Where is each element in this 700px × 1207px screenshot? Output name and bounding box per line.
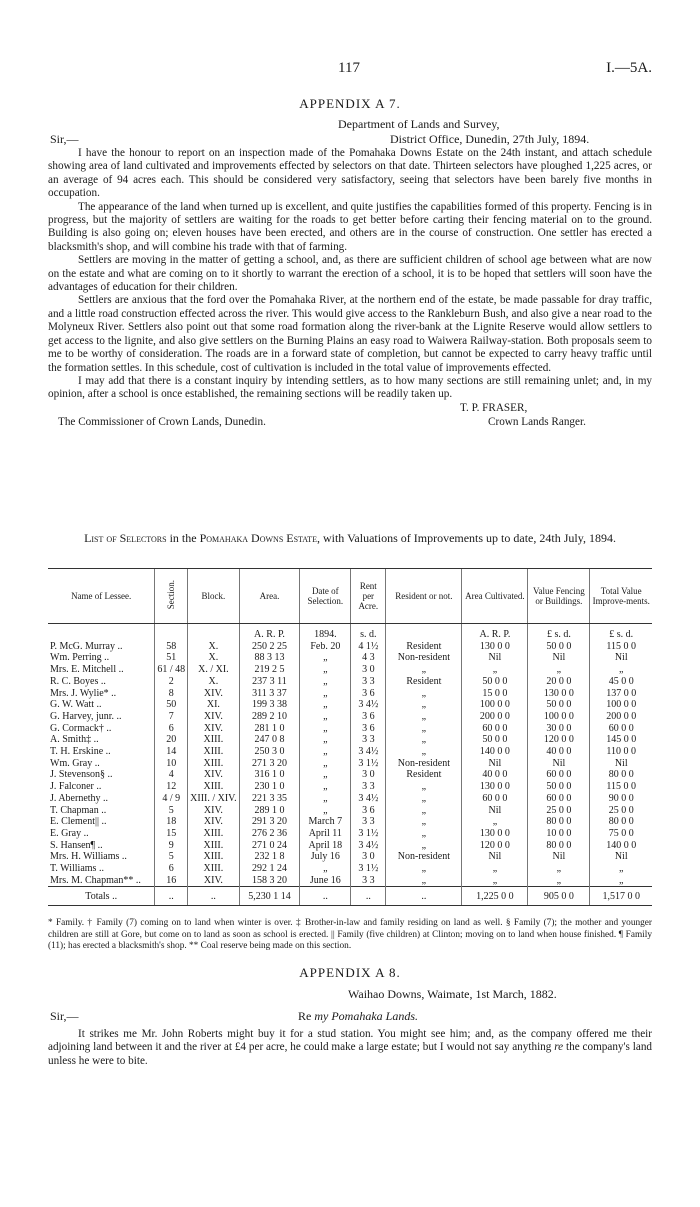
table-cell: 120 0 0 (528, 734, 590, 746)
paragraph: I have the honour to report on an inspection made of the Pomahaka Downs Estate on the 24th instant, and attach schedule showing area of land cultivated and improvements effected by selectors on that date. Thirteen selectors have ploughed 1,225 acres, or an average of 94 acres each. This should be considered very satisfactory, seeing that selectors have been barely five months in occupation. (48, 147, 652, 200)
table-cell: 3 3 (351, 816, 386, 828)
table-cell: XIII. (188, 851, 239, 863)
salutation: Sir,— (50, 132, 79, 146)
table-cell: P. McG. Murray .. (50, 640, 123, 652)
column-header: Section. (155, 569, 188, 624)
table-cell: 3 3 (351, 781, 386, 793)
table-cell: 4 3 (351, 652, 386, 664)
table-cell: 120 0 0 (462, 840, 528, 852)
table-cell: 18 (155, 816, 188, 828)
table-cell: 289 2 10 (239, 711, 300, 723)
document-page (48, 0, 653, 1067)
letter-address-line1: Department of Lands and Survey, (338, 117, 500, 131)
appendix-a8-address: Waihao Downs, Waimate, 1st March, 1882. (348, 987, 557, 1001)
table-cell: 221 3 35 (239, 793, 300, 805)
table-cell: Nil (528, 851, 590, 863)
table-cell: „ (528, 664, 590, 676)
table-cell: Non-resident (386, 652, 462, 664)
table-cell: Nil (590, 758, 652, 770)
table-cell: 130 0 0 (462, 828, 528, 840)
totals-cell: 5,230 1 14 (239, 887, 300, 906)
table-cell: 219 2 5 (239, 664, 300, 676)
table-cell: 5 (155, 805, 188, 817)
column-header: Date of Selection. (300, 569, 351, 624)
table-cell: Resident (386, 676, 462, 688)
totals-row (48, 887, 652, 906)
table-cell: 75 0 0 (590, 828, 652, 840)
table-cell: „ (528, 875, 590, 887)
table-cell: 100 0 0 (462, 699, 528, 711)
table-row (48, 769, 652, 781)
units-row (48, 624, 652, 641)
table-cell: „ (386, 828, 462, 840)
table-cell: 50 0 0 (528, 641, 590, 653)
table-cell: 289 1 0 (239, 805, 300, 817)
table-cell: 271 0 24 (239, 840, 300, 852)
unit-cell: A. R. P. (462, 624, 528, 641)
table-cell: 291 3 20 (239, 816, 300, 828)
table-cell: „ (300, 688, 351, 700)
table-cell: Nil (590, 851, 652, 863)
unit-cell: 1894. (300, 624, 351, 641)
table-cell: 40 0 0 (462, 769, 528, 781)
table-cell: Nil (462, 805, 528, 817)
table-cell: T. Chapman .. (50, 804, 107, 816)
table-cell: „ (300, 781, 351, 793)
table-cell: 25 0 0 (590, 805, 652, 817)
table-cell: 6 (155, 723, 188, 735)
table-cell: „ (300, 664, 351, 676)
table-cell: 3 6 (351, 711, 386, 723)
totals-cell: Totals .. (48, 887, 155, 906)
table-cell: 25 0 0 (528, 805, 590, 817)
table-cell: 50 0 0 (462, 676, 528, 688)
table-cell: „ (300, 746, 351, 758)
table-cell: 271 3 20 (239, 758, 300, 770)
table-cell: „ (300, 863, 351, 875)
table-cell: „ (300, 734, 351, 746)
table-cell: 8 (155, 688, 188, 700)
table-cell: April 18 (300, 840, 351, 852)
table-cell: 3 4½ (351, 699, 386, 711)
table-cell: 200 0 0 (462, 711, 528, 723)
table-row (48, 758, 652, 770)
unit-cell: A. R. P. (239, 624, 300, 641)
table-cell: Wm. Gray .. (50, 757, 100, 769)
table-cell: 50 0 0 (528, 781, 590, 793)
table-cell: S. Hansen¶ .. (50, 839, 103, 851)
table-cell: „ (528, 863, 590, 875)
table-row (48, 711, 652, 723)
table-cell: „ (590, 664, 652, 676)
table-cell: 3 4½ (351, 746, 386, 758)
table-cell: „ (300, 805, 351, 817)
table-cell: „ (386, 664, 462, 676)
table-cell: „ (590, 875, 652, 887)
table-cell: XIII. / XIV. (188, 793, 239, 805)
table-row (48, 734, 652, 746)
table-cell: 200 0 0 (590, 711, 652, 723)
table-cell: 10 (155, 758, 188, 770)
table-cell: 130 0 0 (462, 641, 528, 653)
table-cell: T. H. Erskine .. (50, 746, 111, 758)
table-row (48, 805, 652, 817)
unit-cell: s. d. (351, 624, 386, 641)
column-header: Area. (239, 569, 300, 624)
table-cell: 3 1½ (351, 863, 386, 875)
table-cell: 80 0 0 (528, 816, 590, 828)
table-cell: 60 0 0 (462, 793, 528, 805)
table-cell: X. (188, 641, 239, 653)
table-row (48, 676, 652, 688)
table-cell: G. W. Watt .. (50, 699, 102, 711)
unit-cell (188, 624, 239, 641)
table-cell: 80 0 0 (590, 816, 652, 828)
totals-cell: .. (386, 887, 462, 906)
table-cell: „ (300, 711, 351, 723)
table-cell: Mrs. M. Chapman** .. (50, 874, 141, 886)
table-row (48, 652, 652, 664)
table-cell: July 16 (300, 851, 351, 863)
table-cell: „ (386, 863, 462, 875)
unit-cell (386, 624, 462, 641)
signature-title: Crown Lands Ranger. (488, 415, 586, 428)
table-footnotes: * Family. † Family (7) coming on to land when winter is over. ‡ Brother-in-law and family residing on land as well. § Family (7); the mother and younger children are still at Gore, but come on to land as soon as school is erected. || Family (five children) at Clinton; moving on to land when house finished. ¶ Family (11); has erected a blacksmith's shop. ** Coal reserve being made on this section. (48, 918, 652, 951)
totals-cell: 1,225 0 0 (462, 887, 528, 906)
appendix-a7-title: APPENDIX A 7. (299, 96, 401, 111)
table-cell: G. Harvey, junr. .. (50, 710, 122, 722)
table-cell: Nil (528, 758, 590, 770)
paragraph: Settlers are anxious that the ford over the Pomahaka River, at the northern end of the estate, be made passable for dray traffic, and a little road construction effected across the river. This would give access to the Rankleburn Bush, and also give a near road to the Molyneux River. Settlers also point out that some road formation along the river-bank at the Lignite Reserve would allow settlers to get access to the lignite, and also give settlers on the Burning Plains an easy road to Waiwera Railway-station. Both proposals seem to me to be worthy of consideration. The roads are in a forward state of completion, but cannot be expected to carry heavy traffic until the formation settles. In this schedule, cost of cultivation is included in the total value of improvements effected. (48, 294, 652, 374)
table-cell: E. Gray .. (50, 827, 89, 839)
table-cell: XIV. (188, 816, 239, 828)
table-cell: 3 3 (351, 734, 386, 746)
table-cell: „ (386, 805, 462, 817)
table-cell: 3 4½ (351, 840, 386, 852)
appendix-a8-subject (298, 1009, 418, 1024)
table-cell: „ (300, 676, 351, 688)
table-cell: 137 0 0 (590, 688, 652, 700)
table-cell: „ (300, 652, 351, 664)
table-cell: 276 2 36 (239, 828, 300, 840)
table-cell: Resident (386, 641, 462, 653)
table-cell: T. Williams .. (50, 863, 104, 875)
table-cell: 3 3 (351, 676, 386, 688)
table-cell: Mrs. E. Mitchell .. (50, 664, 124, 676)
table-cell: 60 0 0 (528, 793, 590, 805)
table-cell: 230 1 0 (239, 781, 300, 793)
table-cell: 3 4½ (351, 793, 386, 805)
table-row (48, 781, 652, 793)
table-cell: 7 (155, 711, 188, 723)
column-header: Value Fencing or Buildings. (528, 569, 590, 624)
table-row (48, 863, 652, 875)
table-cell: Wm. Perring .. (50, 652, 110, 664)
table-cell: XIII. (188, 781, 239, 793)
table-cell: 10 0 0 (528, 828, 590, 840)
table-cell: 3 6 (351, 723, 386, 735)
table-cell: 4 / 9 (155, 793, 188, 805)
table-cell: „ (386, 746, 462, 758)
table-row (48, 723, 652, 735)
table-cell: Mrs. H. Williams .. (50, 851, 127, 863)
table-cell: 110 0 0 (590, 746, 652, 758)
table-cell: 250 3 0 (239, 746, 300, 758)
table-cell: April 11 (300, 828, 351, 840)
table-cell: 15 0 0 (462, 688, 528, 700)
table-cell: „ (386, 816, 462, 828)
table-cell: XIV. (188, 688, 239, 700)
table-cell: 50 0 0 (462, 734, 528, 746)
body-text: the company's land unless he were to bite. (48, 1041, 653, 1067)
table-cell: „ (462, 816, 528, 828)
totals-cell: .. (155, 887, 188, 906)
table-cell: 20 (155, 734, 188, 746)
table-cell: 3 6 (351, 688, 386, 700)
signature-block (48, 402, 652, 430)
column-header: Area Cultivated. (462, 569, 528, 624)
table-cell: 6 (155, 863, 188, 875)
table-cell: „ (300, 793, 351, 805)
table-cell: 292 1 24 (239, 863, 300, 875)
table-cell: 50 (155, 699, 188, 711)
table-cell: 80 0 0 (528, 840, 590, 852)
table-cell: „ (300, 758, 351, 770)
table-cell: 3 3 (351, 875, 386, 887)
body-italic: re (554, 1041, 564, 1054)
table-cell: XIII. (188, 863, 239, 875)
column-header: Resident or not. (386, 569, 462, 624)
table-cell: 237 3 11 (239, 676, 300, 688)
table-row (48, 828, 652, 840)
table-cell: XIII. (188, 840, 239, 852)
table-cell: E. Clement|| .. (50, 816, 107, 828)
table-cell: 316 1 0 (239, 769, 300, 781)
column-header: Name of Lessee. (48, 569, 155, 624)
letter-address-line2: District Office, Dunedin, 27th July, 1894. (390, 132, 590, 146)
table-cell: X. (188, 652, 239, 664)
table-cell: 100 0 0 (528, 711, 590, 723)
table-cell: 16 (155, 875, 188, 887)
table-cell: 60 0 0 (528, 769, 590, 781)
table-row (48, 746, 652, 758)
table-cell: 3 0 (351, 851, 386, 863)
table-cell: XIV. (188, 875, 239, 887)
schedule-title-part: , with Valuations of Improvements up to date, 24th July, 1894. (316, 531, 616, 545)
subject-text: my Pomahaka Lands. (314, 1009, 419, 1023)
totals-cell: .. (188, 887, 239, 906)
table-cell: 45 0 0 (590, 676, 652, 688)
unit-cell: £ s. d. (590, 624, 652, 641)
column-header: Block. (188, 569, 239, 624)
table-cell: J. Falconer .. (50, 781, 102, 793)
table-header-row (48, 569, 652, 624)
table-cell: Non-resident (386, 758, 462, 770)
table-cell: 130 0 0 (462, 781, 528, 793)
table-cell: 30 0 0 (528, 723, 590, 735)
table-cell: „ (386, 875, 462, 887)
paragraph: I may add that there is a constant inquiry by intending settlers, as to how many sections are still remaining unlet; and, in my opinion, after a school is once established, the remaining sections will be readily taken up. (48, 374, 652, 401)
appendix-a8-body (48, 1028, 652, 1068)
table-cell: 3 0 (351, 769, 386, 781)
schedule-title-part: in the (169, 531, 197, 545)
unit-cell (155, 624, 188, 641)
table-cell: XIV. (188, 723, 239, 735)
table-row (48, 793, 652, 805)
unit-cell: £ s. d. (528, 624, 590, 641)
table-row (48, 699, 652, 711)
table-cell: 247 0 8 (239, 734, 300, 746)
table-cell: „ (386, 711, 462, 723)
schedule-title-part: List of Selectors (84, 531, 167, 545)
table-cell: 4 1½ (351, 641, 386, 653)
table-cell: Feb. 20 (300, 641, 351, 653)
table-cell: Mrs. J. Wylie* .. (50, 687, 117, 699)
table-cell: „ (300, 699, 351, 711)
table-cell: XIV. (188, 711, 239, 723)
table-cell: Nil (462, 851, 528, 863)
table-cell: 61 / 48 (155, 664, 188, 676)
selectors-table (48, 568, 652, 906)
table-cell: 60 0 0 (462, 723, 528, 735)
table-cell: „ (386, 734, 462, 746)
table-cell: J. Stevenson§ .. (50, 769, 113, 781)
table-cell: 80 0 0 (590, 769, 652, 781)
table-cell: „ (462, 863, 528, 875)
appendix-a8-title: APPENDIX A 8. (299, 965, 401, 980)
table-cell: XI. (188, 699, 239, 711)
table-cell: 115 0 0 (590, 781, 652, 793)
table-cell: 4 (155, 769, 188, 781)
column-header: Rent per Acre. (351, 569, 386, 624)
table-cell: R. C. Boyes .. (50, 675, 106, 687)
table-cell: Resident (386, 769, 462, 781)
table-cell: 60 0 0 (590, 723, 652, 735)
table-cell: 140 0 0 (590, 840, 652, 852)
table-cell: „ (300, 769, 351, 781)
table-cell: 199 3 38 (239, 699, 300, 711)
table-cell: 15 (155, 828, 188, 840)
table-cell: „ (386, 723, 462, 735)
table-cell: 130 0 0 (528, 688, 590, 700)
table-cell: J. Abernethy .. (50, 792, 109, 804)
table-cell: XIII. (188, 758, 239, 770)
appendix-a8-salutation: Sir,— (50, 1009, 79, 1023)
table-row (48, 688, 652, 700)
table-cell: „ (590, 863, 652, 875)
subject-prefix: Re (298, 1009, 312, 1023)
table-cell: 115 0 0 (590, 641, 652, 653)
table-cell: 100 0 0 (590, 699, 652, 711)
table-row (48, 875, 652, 887)
paragraph: Settlers are moving in the matter of getting a school, and, as there are sufficient children of school age between what are now on the estate and what are coming on to it shortly to warrant the erection of a school, it is to be hoped that settlers will soon have the advantages of education for their children. (48, 254, 652, 294)
table-cell: 145 0 0 (590, 734, 652, 746)
body-text: It strikes me Mr. John Roberts might buy it for a stud station. You might see him; and, as the company offered me their adjoining land between it and the river at £4 per acre, he could make a large estate; but I would not say anything (48, 1028, 652, 1054)
addressee: The Commissioner of Crown Lands, Dunedin. (58, 415, 266, 428)
table-cell: 88 3 13 (239, 652, 300, 664)
table-cell: 311 3 37 (239, 688, 300, 700)
table-cell: 3 1½ (351, 758, 386, 770)
totals-cell: .. (300, 887, 351, 906)
parliamentary-paper-ref: I.—5A. (606, 60, 652, 76)
table-cell: 2 (155, 676, 188, 688)
table-cell: „ (386, 840, 462, 852)
table-cell: „ (300, 723, 351, 735)
table-cell: 9 (155, 840, 188, 852)
totals-cell: .. (351, 887, 386, 906)
table-cell: Nil (528, 652, 590, 664)
table-cell: 50 0 0 (528, 699, 590, 711)
table-cell: „ (386, 688, 462, 700)
table-cell: „ (462, 664, 528, 676)
totals-cell: 905 0 0 (528, 887, 590, 906)
table-cell: 90 0 0 (590, 793, 652, 805)
table-cell: X. / XI. (188, 664, 239, 676)
page-number: 117 (338, 60, 360, 76)
totals-cell: 1,517 0 0 (590, 887, 652, 906)
signature-name: T. P. FRASER, (460, 401, 528, 414)
table-cell: 40 0 0 (528, 746, 590, 758)
table-cell: 158 3 20 (239, 875, 300, 887)
table-cell: March 7 (300, 816, 351, 828)
table-cell: G. Cormack† .. (50, 722, 112, 734)
table-cell: Non-resident (386, 851, 462, 863)
table-cell: 250 2 25 (239, 641, 300, 653)
column-header: Total Value Improve-ments. (590, 569, 652, 624)
table-cell: A. Smith‡ .. (50, 734, 99, 746)
letter-body (48, 147, 652, 430)
table-cell: 58 (155, 641, 188, 653)
table-cell: „ (386, 699, 462, 711)
table-cell: XIII. (188, 746, 239, 758)
table-cell: Nil (462, 758, 528, 770)
table-cell: XIV. (188, 769, 239, 781)
table-cell: June 16 (300, 875, 351, 887)
table-cell: 51 (155, 652, 188, 664)
table-row (48, 664, 652, 676)
table-cell: 12 (155, 781, 188, 793)
table-cell: Nil (462, 652, 528, 664)
table-cell: XIV. (188, 805, 239, 817)
table-cell: 5 (155, 851, 188, 863)
table-row (48, 641, 652, 653)
table-cell: 281 1 0 (239, 723, 300, 735)
table-cell: 232 1 8 (239, 851, 300, 863)
table-cell: 14 (155, 746, 188, 758)
table-cell: XIII. (188, 828, 239, 840)
table-cell: XIII. (188, 734, 239, 746)
table-cell: Nil (590, 652, 652, 664)
table-row (48, 816, 652, 828)
table-cell: 140 0 0 (462, 746, 528, 758)
table-cell: „ (386, 781, 462, 793)
paragraph: The appearance of the land when turned up is excellent, and quite justifies the capabilities formed of this property. Fencing is in progress, but the majority of settlers are waiting for the roads to get better before carting their fencing material on to the ground. Building is also going on; eleven houses have been erected, and others are in the course of construction. One settler has erected a blacksmith's shop, and will combine his trade with that of farming. (48, 200, 652, 253)
table-cell: 3 6 (351, 805, 386, 817)
table-row (48, 840, 652, 852)
table-cell: 3 0 (351, 664, 386, 676)
table-cell: 20 0 0 (528, 676, 590, 688)
table-row (48, 851, 652, 863)
table-cell: „ (386, 793, 462, 805)
table-cell: 3 1½ (351, 828, 386, 840)
unit-cell (48, 624, 155, 641)
table-cell: „ (462, 875, 528, 887)
table-cell: X. (188, 676, 239, 688)
schedule-title-part: Pomahaka Downs Estate (199, 531, 317, 545)
schedule-title (48, 531, 652, 545)
